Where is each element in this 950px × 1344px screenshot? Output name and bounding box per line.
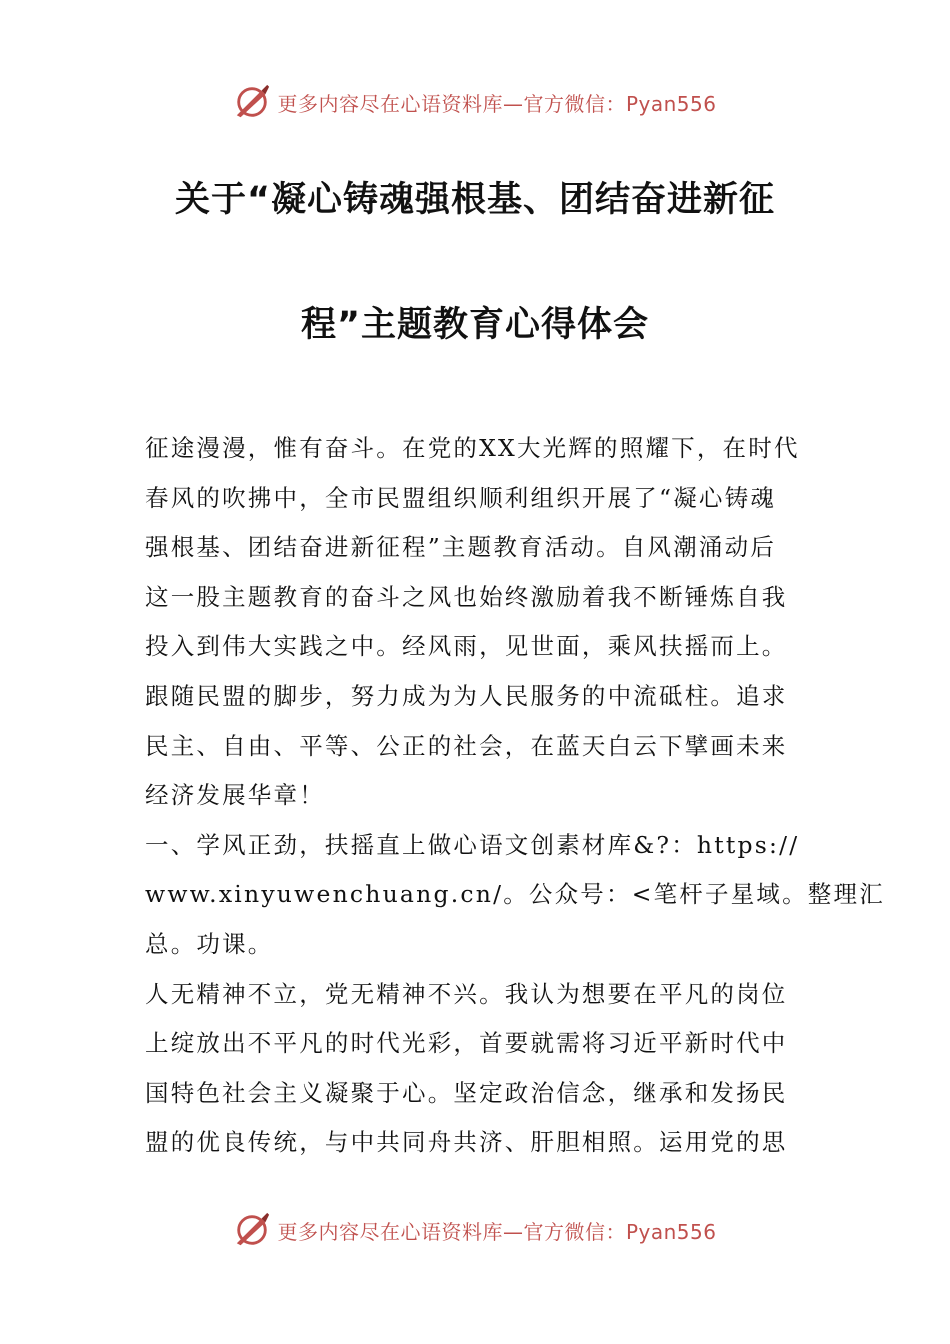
pen-logo-icon bbox=[233, 83, 271, 121]
body-line: 人无精神不立，党无精神不兴。我认为想要在平凡的岗位 bbox=[145, 979, 788, 1008]
pen-logo-icon bbox=[233, 1211, 271, 1249]
footer-banner bbox=[0, 1210, 950, 1250]
body-line: 强根基、团结奋进新征程”主题教育活动。自风潮涌动后 bbox=[145, 533, 777, 562]
body-line: 征途漫漫，惟有奋斗。在党的XX大光辉的照耀下，在时代 bbox=[145, 434, 800, 462]
body-line: 民主、自由、平等、公正的社会，在蓝天白云下擘画未来 bbox=[145, 731, 788, 760]
body-line: 经济发展华章！ bbox=[145, 781, 325, 810]
body-line: www.xinyuwenchuang.cn/。公众号：<笔杆子星域。整理汇 bbox=[145, 880, 885, 909]
footer-banner-text: 更多内容尽在心语资料库—官方微信：Pyan556 bbox=[277, 1219, 717, 1244]
body-line: 这一股主题教育的奋斗之风也始终激励着我不断锤炼自我 bbox=[145, 582, 788, 611]
body-line: 春风的吹拂中，全市民盟组织顺利组织开展了“凝心铸魂 bbox=[145, 483, 777, 512]
header-banner bbox=[0, 82, 950, 122]
body-line: 一、学风正劲，扶摇直上做心语文创素材库&?：https:// bbox=[145, 830, 800, 859]
body-line: 上绽放出不平凡的时代光彩，首要就需将习近平新时代中 bbox=[145, 1029, 788, 1058]
page-title-line-1: 关于“凝心铸魂强根基、团结奋进新征 bbox=[174, 180, 775, 220]
header-banner-text: 更多内容尽在心语资料库—官方微信：Pyan556 bbox=[277, 91, 717, 116]
body-line: 盟的优良传统，与中共同舟共济、肝胆相照。运用党的思 bbox=[145, 1128, 788, 1157]
body-line: 国特色社会主义凝聚于心。坚定政治信念，继承和发扬民 bbox=[145, 1078, 788, 1107]
body-line: 跟随民盟的脚步，努力成为为人民服务的中流砥柱。追求 bbox=[145, 681, 788, 710]
page-title-line-2: 程”主题教育心得体会 bbox=[300, 305, 649, 345]
body-line: 总。功课。 bbox=[145, 929, 274, 958]
body-line: 投入到伟大实践之中。经风雨，见世面，乘风扶摇而上。 bbox=[145, 632, 788, 661]
body-text bbox=[145, 424, 885, 1168]
